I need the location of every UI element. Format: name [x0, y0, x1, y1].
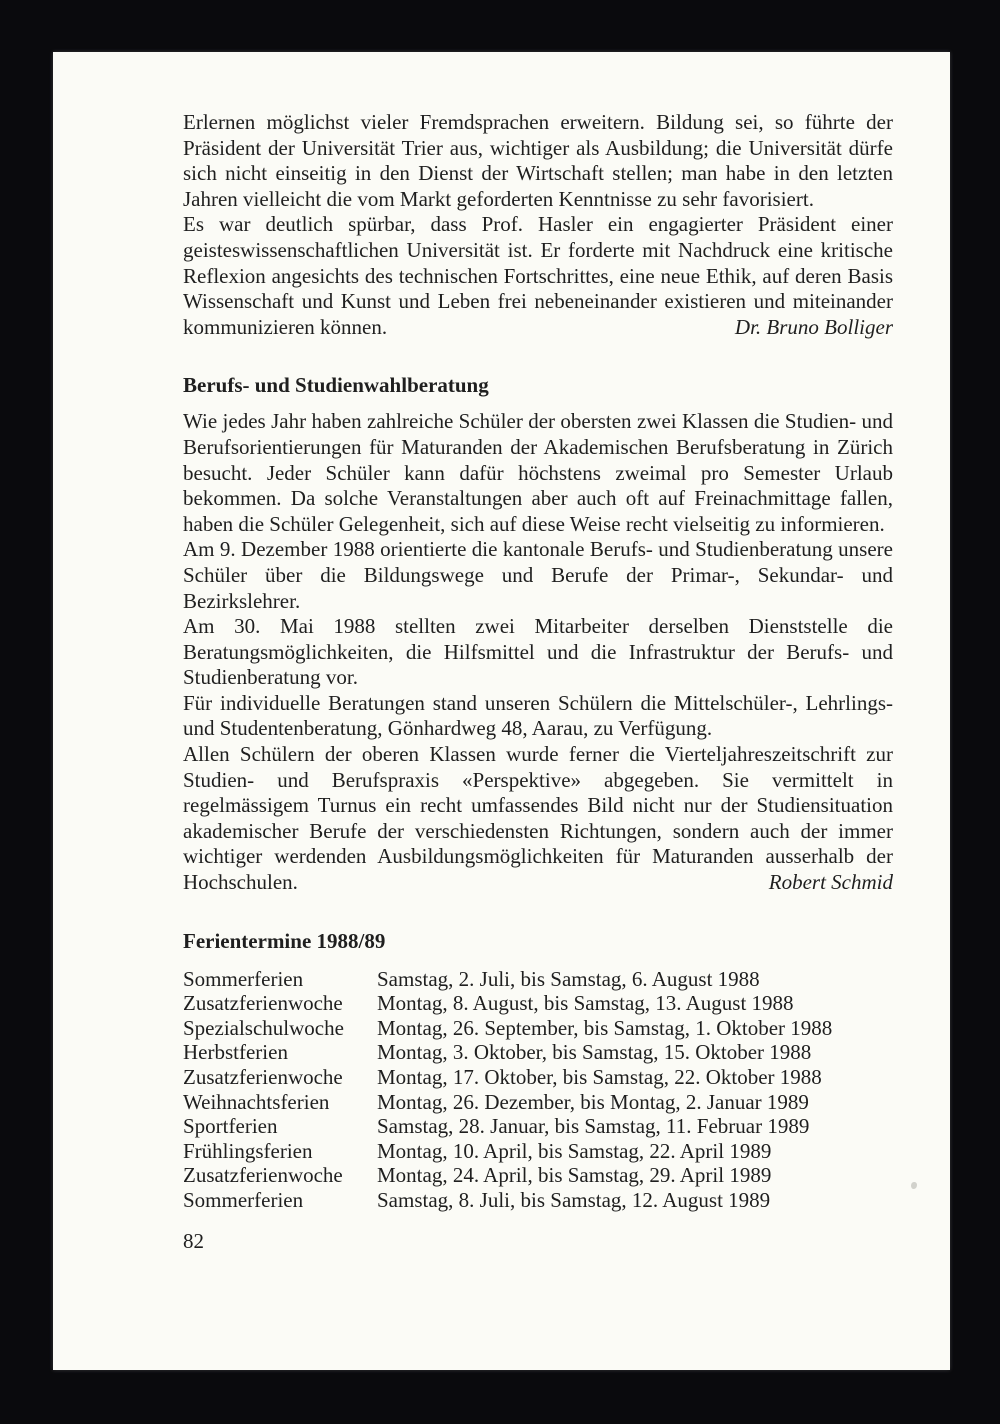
- intro-paragraph-hasler: [183, 212, 893, 340]
- holiday-dates: Samstag, 2. Juli, bis Samstag, 6. August 1988: [377, 966, 760, 991]
- holiday-name: Frühlingsferien: [183, 1138, 313, 1163]
- table-row: [183, 1139, 893, 1164]
- career-paragraph-5: [183, 742, 893, 896]
- page-number: 82: [183, 1228, 204, 1253]
- holiday-dates: Montag, 26. September, bis Samstag, 1. Oktober 1988: [377, 1015, 833, 1040]
- paragraph-text: Am 30. Mai 1988 stellten zwei Mitarbeiter derselben Dienststelle die Beratungsmöglichkeiten, die Hilfsmittel und die Infrastruktur der Berufs- und Studienberatung vor.: [183, 614, 893, 690]
- holiday-name: Sommerferien: [183, 966, 304, 991]
- scan-artifact-speck: [911, 1182, 917, 1189]
- table-row: [183, 1040, 893, 1065]
- holiday-dates: Montag, 24. April, bis Samstag, 29. April 1989: [377, 1163, 772, 1188]
- holiday-name: Spezialschulwoche: [183, 1015, 344, 1040]
- holiday-dates: Montag, 26. Dezember, bis Montag, 2. Januar 1989: [377, 1089, 809, 1114]
- holiday-name: Zusatzferienwoche: [183, 1065, 343, 1089]
- author-signature-schmid: Robert Schmid: [768, 870, 893, 895]
- career-paragraph-3: [183, 614, 893, 691]
- holiday-dates: Montag, 8. August, bis Samstag, 13. August 1988: [377, 991, 794, 1016]
- intro-paragraph-fremdsprachen: [183, 110, 893, 212]
- table-row: [183, 991, 893, 1016]
- career-paragraph-4: [183, 691, 893, 742]
- holiday-dates: Samstag, 8. Juli, bis Samstag, 12. August 1989: [377, 1187, 771, 1212]
- holiday-name: Zusatzferienwoche: [183, 991, 343, 1016]
- table-row: [183, 1016, 893, 1041]
- paragraph-text: Es war deutlich spürbar, dass Prof. Hasler ein engagierter Präsident einer geisteswissenschaftlichen Universität ist. Er forderte mit Nachdruck eine kritische Reflexion angesichts des technischen Fortschrittes, eine neue Ethik, auf deren Basis Wissenschaft und Kunst und Leben frei nebeneinander existieren und miteinander kommunizieren können.: [183, 212, 893, 339]
- table-row: [183, 1065, 893, 1090]
- holiday-schedule-table: [183, 967, 893, 1213]
- document-page: [53, 52, 950, 1370]
- holiday-dates: Montag, 17. Oktober, bis Samstag, 22. Oktober 1988: [377, 1065, 822, 1089]
- career-paragraph-1: [183, 409, 893, 537]
- paragraph-text: Allen Schülern der oberen Klassen wurde ferner die Vierteljahreszeitschrift zur Studien- und Berufspraxis «Perspektive» abgegeben. Sie vermittelt in regelmässigem Turnus ein recht umfassendes Bild nicht nur der Studiensituation akademischer Berufe der verschiedensten Richtungen, sondern auch der immer wichtiger werdenden Ausbildungsmöglichkeiten für Maturanden ausserhalb der Hochschulen.: [183, 742, 893, 895]
- holiday-name: Weihnachtsferien: [183, 1089, 330, 1114]
- paragraph-text: Am 9. Dezember 1988 orientierte die kantonale Berufs- und Studienberatung unsere Schüler über die Bildungswege und Berufe der Primar-, Sekundar- und Bezirkslehrer.: [183, 537, 893, 613]
- table-row: [183, 967, 893, 992]
- holiday-name: Sportferien: [183, 1114, 278, 1139]
- paragraph-text: Erlernen möglichst vieler Fremdsprachen erweitern. Bildung sei, so führte der Präsident der Universität Trier aus, wichtiger als Ausbildung; die Universität dürfe sich nicht einseitig in den Dienst der Wirtschaft stellen; man habe in den letzten Jahren vielleicht die vom Markt geforderten Kenntnisse zu sehr favorisiert.: [183, 110, 893, 211]
- paragraph-text: Für individuelle Beratungen stand unseren Schülern die Mittelschüler-, Lehrlings- und Studentenberatung, Gönhardweg 48, Aarau, zu Verfügung.: [183, 690, 893, 741]
- holiday-name: Herbstferien: [183, 1040, 288, 1065]
- holiday-dates: Montag, 10. April, bis Samstag, 22. April 1989: [377, 1138, 772, 1163]
- table-row: [183, 1188, 893, 1213]
- holiday-name: Zusatzferienwoche: [183, 1163, 343, 1188]
- section-heading-ferientermine: Ferientermine 1988/89: [183, 928, 386, 953]
- holiday-dates: Montag, 3. Oktober, bis Samstag, 15. Oktober 1988: [377, 1040, 812, 1065]
- paragraph-text: Wie jedes Jahr haben zahlreiche Schüler der obersten zwei Klassen die Studien- und Berufsorientierungen für Maturanden der Akademischen Berufsberatung in Zürich besucht. Jeder Schüler kann dafür höchstens zweimal pro Semester Urlaub bekommen. Da solche Veranstaltungen aber auch oft auf Freinachmittage fallen, haben die Schüler Gelegenheit, sich auf diese Weise recht vielseitig zu informieren.: [183, 409, 893, 536]
- table-row: [183, 1163, 893, 1188]
- author-signature-bolliger: Dr. Bruno Bolliger: [734, 314, 893, 339]
- table-row: [183, 1090, 893, 1115]
- section-heading-berufsberatung: Berufs- und Studienwahlberatung: [183, 373, 489, 398]
- holiday-name: Sommerferien: [183, 1187, 304, 1212]
- holiday-dates: Samstag, 28. Januar, bis Samstag, 11. Februar 1989: [377, 1114, 810, 1139]
- career-paragraph-2: [183, 537, 893, 614]
- table-row: [183, 1114, 893, 1139]
